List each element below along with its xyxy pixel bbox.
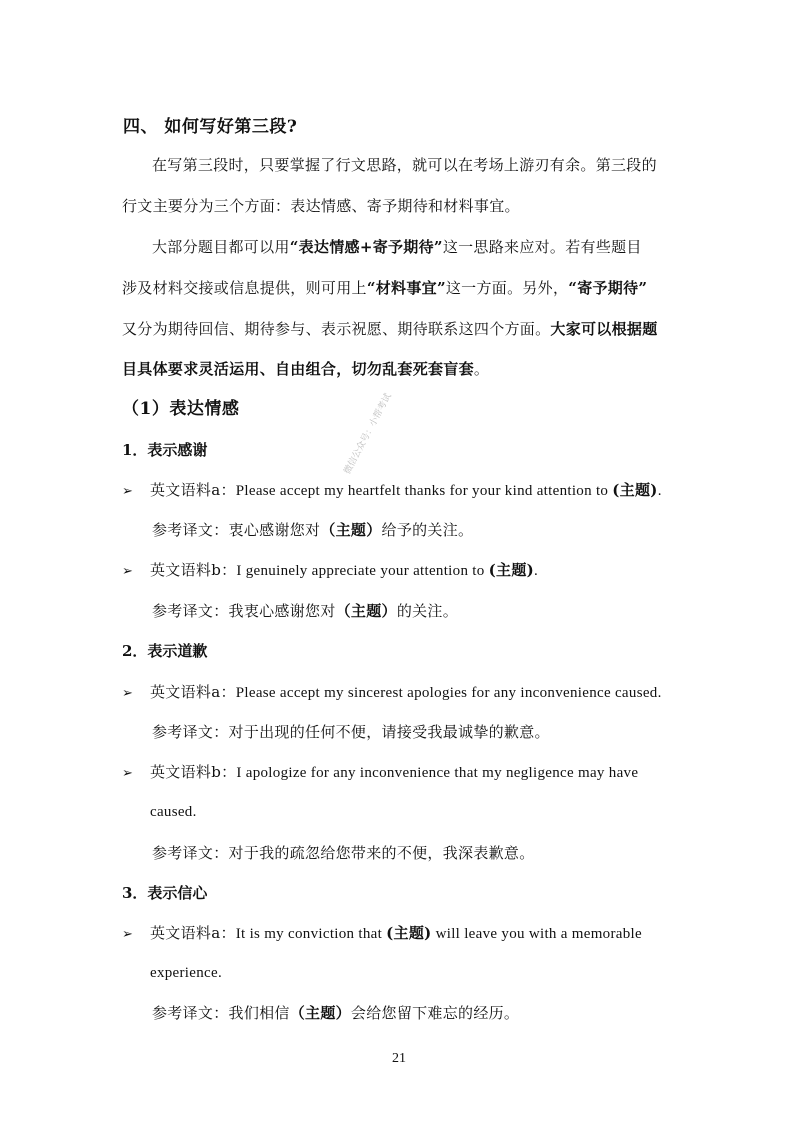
corpus-confidence-a-line-2: experience.: [150, 965, 223, 981]
reference-label: 参考译文：: [152, 723, 229, 741]
p2-emphasis: “寄予期待”: [568, 279, 648, 297]
subsection-title: （1）表达情感: [122, 399, 240, 419]
corpus-english: Please accept my heartfelt thanks for your kind attention to: [235, 483, 613, 499]
p2-emphasis: “表达情感+寄予期待”: [289, 238, 443, 256]
corpus-english: .: [657, 483, 662, 499]
p2-emphasis: 大家可以根据题: [550, 320, 658, 338]
p2-line-1: [152, 240, 642, 255]
reference-label: 参考译文：: [152, 1004, 229, 1022]
p2-line-3: [122, 322, 658, 337]
item-heading-thanks: 1．表示感谢: [122, 441, 208, 459]
corpus-label: 英文语料a：: [150, 683, 236, 701]
corpus-apology-a: [150, 685, 662, 701]
corpus-label: 英文语料b：: [150, 763, 237, 781]
p2-text: 这一方面。另外，: [445, 279, 569, 297]
topic-placeholder: （主题）: [289, 1004, 351, 1022]
reference-text: 对于出现的任何不便，请接受我最诚挚的歉意。: [228, 723, 550, 741]
reference-thanks-b: [152, 604, 458, 619]
reference-label: 参考译文：: [152, 521, 229, 539]
corpus-english: Please accept my sincerest apologies for any inconvenience caused.: [235, 685, 662, 701]
page-number: 21: [392, 1051, 406, 1066]
bullet-icon: ➢: [122, 766, 133, 781]
topic-placeholder: (主题): [488, 561, 535, 579]
reference-apology-a: [152, 725, 550, 740]
reference-thanks-a: [152, 523, 473, 538]
corpus-english: I apologize for any inconvenience that my negligence may have: [236, 765, 639, 781]
section-title: 四、 如何写好第三段?: [123, 117, 298, 137]
intro-line-2: 行文主要分为三个方面：表达情感、寄予期待和材料事宜。: [122, 197, 520, 215]
corpus-apology-b: [150, 765, 638, 781]
corpus-apology-b-line-2: caused.: [150, 804, 197, 820]
topic-placeholder: (主题): [612, 481, 658, 499]
corpus-english: It is my conviction that: [235, 926, 387, 942]
bullet-icon: ➢: [122, 564, 133, 579]
reference-text: 会给您留下难忘的经历。: [350, 1004, 520, 1022]
p2-emphasis: 目具体要求灵活运用、自由组合，切勿乱套死套盲套: [122, 360, 474, 378]
reference-text: 的关注。: [396, 602, 459, 620]
reference-confidence-a: [152, 1006, 519, 1021]
corpus-thanks-a: [150, 483, 662, 499]
bullet-icon: ➢: [122, 927, 133, 942]
corpus-english: I genuinely appreciate your attention to: [236, 563, 489, 579]
watermark: 微信公众号：小帮考试: [342, 391, 394, 477]
reference-text: 衷心感谢您对: [228, 521, 321, 539]
topic-placeholder: （主题）: [335, 602, 397, 620]
bullet-icon: ➢: [122, 484, 133, 499]
p2-text: 这一思路来应对。若有些题目: [442, 238, 642, 256]
corpus-english: .: [534, 563, 539, 579]
p2-text: 涉及材料交接或信息提供，则可用上: [122, 279, 367, 297]
bullet-icon: ➢: [122, 686, 133, 701]
reference-label: 参考译文：: [152, 602, 229, 620]
reference-apology-b: [152, 846, 535, 861]
corpus-english: will leave you with a memorable: [431, 926, 642, 942]
topic-placeholder: （主题）: [320, 521, 382, 539]
reference-text: 我们相信: [228, 1004, 290, 1022]
reference-text: 给予的关注。: [381, 521, 474, 539]
corpus-label: 英文语料b：: [150, 561, 237, 579]
p2-emphasis: “材料事宜”: [366, 279, 446, 297]
p2-text: 又分为期待回信、期待参与、表示祝愿、期待联系这四个方面。: [122, 320, 551, 338]
p2-text: 大部分题目都可以用: [152, 238, 290, 256]
p2-line-2: [122, 281, 647, 296]
corpus-thanks-b: [150, 563, 538, 579]
reference-text: 对于我的疏忽给您带来的不便，我深表歉意。: [228, 844, 535, 862]
p2-line-4: [122, 362, 489, 377]
p2-text: 。: [473, 360, 490, 378]
reference-text: 我衷心感谢您对: [228, 602, 336, 620]
item-heading-confidence: 3．表示信心: [122, 884, 208, 902]
topic-placeholder: (主题): [386, 924, 432, 942]
item-heading-apology: 2．表示道歉: [122, 642, 208, 660]
reference-label: 参考译文：: [152, 844, 229, 862]
corpus-label: 英文语料a：: [150, 481, 236, 499]
corpus-confidence-a: [150, 926, 642, 942]
intro-line-1: 在写第三段时，只要掌握了行文思路，就可以在考场上游刃有余。第三段的: [152, 156, 657, 174]
corpus-label: 英文语料a：: [150, 924, 236, 942]
